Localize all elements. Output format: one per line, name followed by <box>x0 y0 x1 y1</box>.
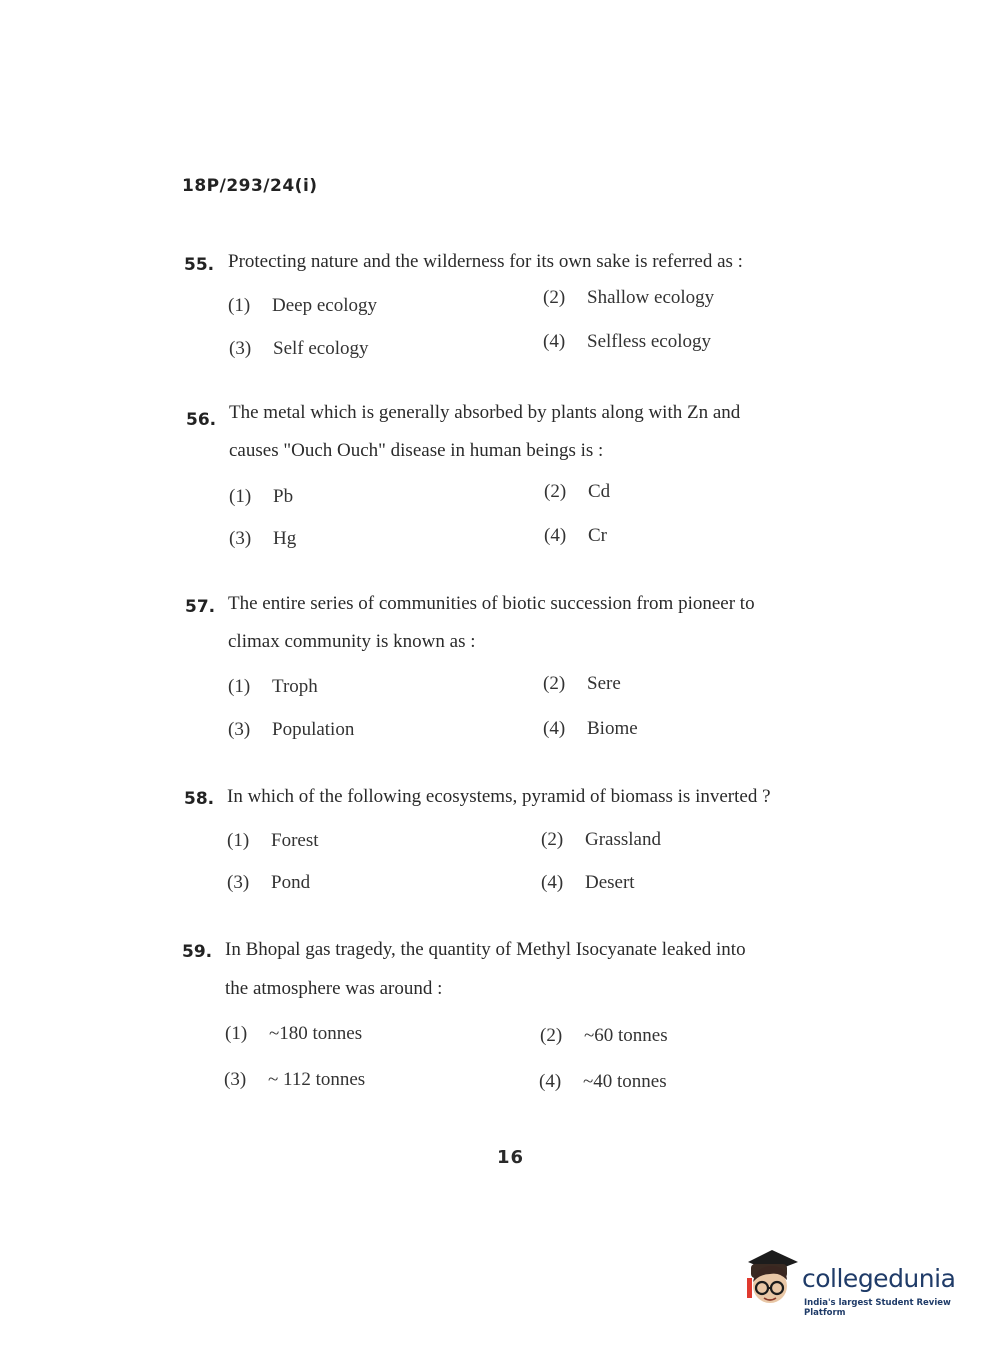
question-number: 59. <box>182 942 213 962</box>
option-text: Cd <box>588 481 611 502</box>
option-text: Sere <box>587 673 621 694</box>
option-1 <box>225 1023 362 1045</box>
option-3 <box>228 719 354 741</box>
page-number: 16 <box>497 1147 525 1168</box>
question-number: 57. <box>185 597 216 617</box>
question-text: Protecting nature and the wilderness for its own sake is referred as : <box>228 251 743 272</box>
option-number: (4) <box>543 331 566 352</box>
option-number: (2) <box>541 829 564 850</box>
option-text: ~40 tonnes <box>583 1071 667 1092</box>
option-text: ~180 tonnes <box>269 1023 363 1044</box>
option-number: (4) <box>544 525 567 546</box>
option-4 <box>541 872 635 894</box>
option-text: ~ 112 tonnes <box>268 1069 366 1090</box>
option-text: Population <box>272 719 355 740</box>
question-text: In which of the following ecosystems, pyramid of biomass is inverted ? <box>227 786 771 807</box>
question-text: In Bhopal gas tragedy, the quantity of Methyl Isocyanate leaked into <box>225 939 746 960</box>
option-text: Cr <box>588 525 607 546</box>
option-number: (2) <box>544 481 567 502</box>
option-number: (3) <box>224 1069 247 1090</box>
question-number: 58. <box>184 789 215 809</box>
mascot-icon <box>742 1248 802 1312</box>
option-1 <box>229 486 293 508</box>
option-4 <box>543 331 711 353</box>
option-text: ~60 tonnes <box>584 1025 668 1046</box>
option-text: Pond <box>271 872 311 893</box>
option-1 <box>228 295 377 317</box>
option-number: (4) <box>541 872 564 893</box>
question-text: climax community is known as : <box>228 631 476 652</box>
brand-name: collegedunia <box>802 1264 956 1293</box>
option-text: Troph <box>272 676 318 697</box>
question-text: causes "Ouch Ouch" disease in human beings is : <box>229 440 604 461</box>
paper-code: 18P/293/24(i) <box>182 176 318 196</box>
option-3 <box>229 338 369 360</box>
option-number: (1) <box>228 295 251 316</box>
option-text: Deep ecology <box>272 295 377 316</box>
option-text: Biome <box>587 718 638 739</box>
option-number: (1) <box>227 830 250 851</box>
option-text: Hg <box>273 528 297 549</box>
option-2 <box>543 287 714 309</box>
option-2 <box>543 673 621 695</box>
option-3 <box>227 872 310 894</box>
option-number: (2) <box>543 673 566 694</box>
option-2 <box>541 829 661 851</box>
option-4 <box>539 1071 667 1093</box>
option-3 <box>224 1069 365 1091</box>
option-number: (3) <box>228 719 251 740</box>
option-number: (1) <box>229 486 252 507</box>
question-number: 55. <box>184 255 215 275</box>
option-3 <box>229 528 296 550</box>
option-text: Forest <box>271 830 319 851</box>
option-2 <box>544 481 610 503</box>
option-4 <box>544 525 607 547</box>
option-text: Grassland <box>585 829 661 850</box>
option-text: Self ecology <box>273 338 369 359</box>
option-number: (2) <box>543 287 566 308</box>
question-text: The metal which is generally absorbed by plants along with Zn and <box>229 402 741 423</box>
option-1 <box>227 830 319 852</box>
option-text: Pb <box>273 486 294 507</box>
option-text: Desert <box>585 872 635 893</box>
option-text: Shallow ecology <box>587 287 715 308</box>
question-text: The entire series of communities of biotic succession from pioneer to <box>228 593 755 614</box>
option-number: (3) <box>227 872 250 893</box>
question-text: the atmosphere was around : <box>225 978 443 999</box>
option-1 <box>228 676 318 698</box>
option-2 <box>540 1025 668 1047</box>
option-number: (4) <box>539 1071 562 1092</box>
option-4 <box>543 718 638 740</box>
option-text: Selfless ecology <box>587 331 712 352</box>
option-number: (4) <box>543 718 566 739</box>
collegedunia-watermark <box>742 1248 972 1328</box>
option-number: (3) <box>229 528 252 549</box>
question-number: 56. <box>186 410 217 430</box>
option-number: (1) <box>228 676 251 697</box>
option-number: (3) <box>229 338 252 359</box>
option-number: (2) <box>540 1025 563 1046</box>
brand-tagline: India's largest Student Review Platform <box>804 1298 951 1318</box>
option-number: (1) <box>225 1023 248 1044</box>
